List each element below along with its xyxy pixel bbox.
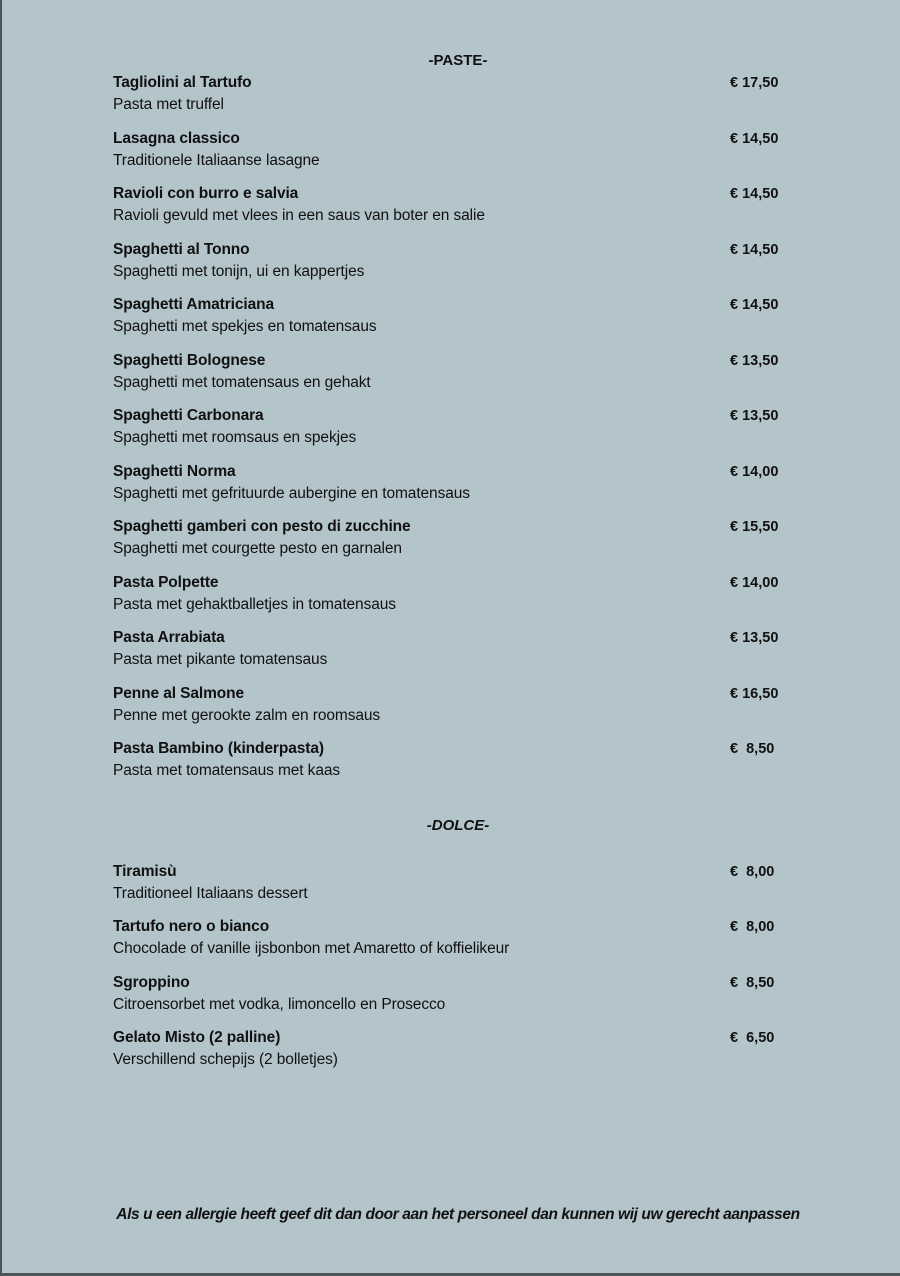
item-description: Pasta met tomatensaus met kaas (113, 762, 341, 779)
item-price: € 15,50 (730, 519, 779, 535)
menu-item (113, 294, 793, 338)
menu-item (113, 683, 793, 727)
item-name: Spaghetti Bolognese (113, 352, 266, 369)
item-name: Ravioli con burro e salvia (113, 185, 299, 202)
menu-item (113, 861, 793, 905)
item-price: € 8,00 (730, 864, 775, 880)
item-description: Spaghetti met tomatensaus en gehakt (113, 374, 371, 391)
item-price: € 14,50 (730, 186, 779, 202)
menu-item (113, 350, 793, 394)
menu-item (113, 405, 793, 449)
item-price: € 13,50 (730, 630, 779, 646)
menu-item (113, 1027, 793, 1071)
item-name: Spaghetti Carbonara (113, 407, 264, 424)
item-description: Spaghetti met roomsaus en spekjes (113, 429, 357, 446)
menu-item (113, 972, 793, 1016)
menu-page (2, 0, 900, 1273)
menu-item (113, 738, 793, 782)
item-name: Tiramisù (113, 863, 177, 880)
item-description: Spaghetti met spekjes en tomatensaus (113, 318, 377, 335)
item-price: € 13,50 (730, 408, 779, 424)
item-name: Spaghetti al Tonno (113, 241, 250, 258)
item-name: Tartufo nero o bianco (113, 918, 270, 935)
item-description: Pasta met gehaktballetjes in tomatensaus (113, 596, 396, 613)
item-description: Chocolade of vanille ijsbonbon met Amaretto of koffielikeur (113, 940, 510, 957)
menu-item (113, 128, 793, 172)
item-description: Pasta met truffel (113, 96, 224, 113)
item-description: Verschillend schepijs (2 bolletjes) (113, 1051, 338, 1068)
item-price: € 14,50 (730, 242, 779, 258)
item-description: Pasta met pikante tomatensaus (113, 651, 328, 668)
item-description: Citroensorbet met vodka, limoncello en Prosecco (113, 996, 446, 1013)
item-description: Ravioli gevuld met vlees in een saus van boter en salie (113, 207, 485, 224)
menu-item (113, 239, 793, 283)
item-price: € 14,00 (730, 464, 779, 480)
item-name: Spaghetti Amatriciana (113, 296, 274, 313)
item-description: Traditioneel Italiaans dessert (113, 885, 308, 902)
item-name: Spaghetti Norma (113, 463, 236, 480)
item-name: Sgroppino (113, 974, 190, 991)
menu-item (113, 627, 793, 671)
item-name: Pasta Polpette (113, 574, 219, 591)
item-price: € 8,00 (730, 919, 775, 935)
item-description: Traditionele Italiaanse lasagne (113, 152, 320, 169)
item-price: € 14,50 (730, 131, 779, 147)
section-title-paste: -PASTE- (428, 52, 488, 69)
item-description: Penne met gerookte zalm en roomsaus (113, 707, 381, 724)
menu-item (113, 72, 793, 116)
item-name: Lasagna classico (113, 130, 240, 147)
item-price: € 16,50 (730, 686, 779, 702)
allergy-notice: Als u een allergie heeft geef dit dan door aan het personeel dan kunnen wij uw gerecht aanpassen (116, 1206, 800, 1223)
menu-item (113, 461, 793, 505)
menu-item (113, 516, 793, 560)
item-price: € 13,50 (730, 353, 779, 369)
item-name: Spaghetti gamberi con pesto di zucchine (113, 518, 411, 535)
item-price: € 14,50 (730, 297, 779, 313)
item-price: € 8,50 (730, 975, 775, 991)
item-name: Penne al Salmone (113, 685, 245, 702)
item-name: Pasta Bambino (kinderpasta) (113, 740, 324, 757)
item-name: Tagliolini al Tartufo (113, 74, 252, 91)
item-description: Spaghetti met tonijn, ui en kappertjes (113, 263, 365, 280)
item-description: Spaghetti met courgette pesto en garnalen (113, 540, 402, 557)
item-price: € 14,00 (730, 575, 779, 591)
section-title-dolce: -DOLCE- (426, 817, 490, 834)
menu-item (113, 916, 793, 960)
item-name: Gelato Misto (2 palline) (113, 1029, 281, 1046)
menu-item (113, 183, 793, 227)
item-price: € 17,50 (730, 75, 779, 91)
item-name: Pasta Arrabiata (113, 629, 225, 646)
menu-item (113, 572, 793, 616)
item-description: Spaghetti met gefrituurde aubergine en tomatensaus (113, 485, 470, 502)
item-price: € 8,50 (730, 741, 775, 757)
item-price: € 6,50 (730, 1030, 775, 1046)
